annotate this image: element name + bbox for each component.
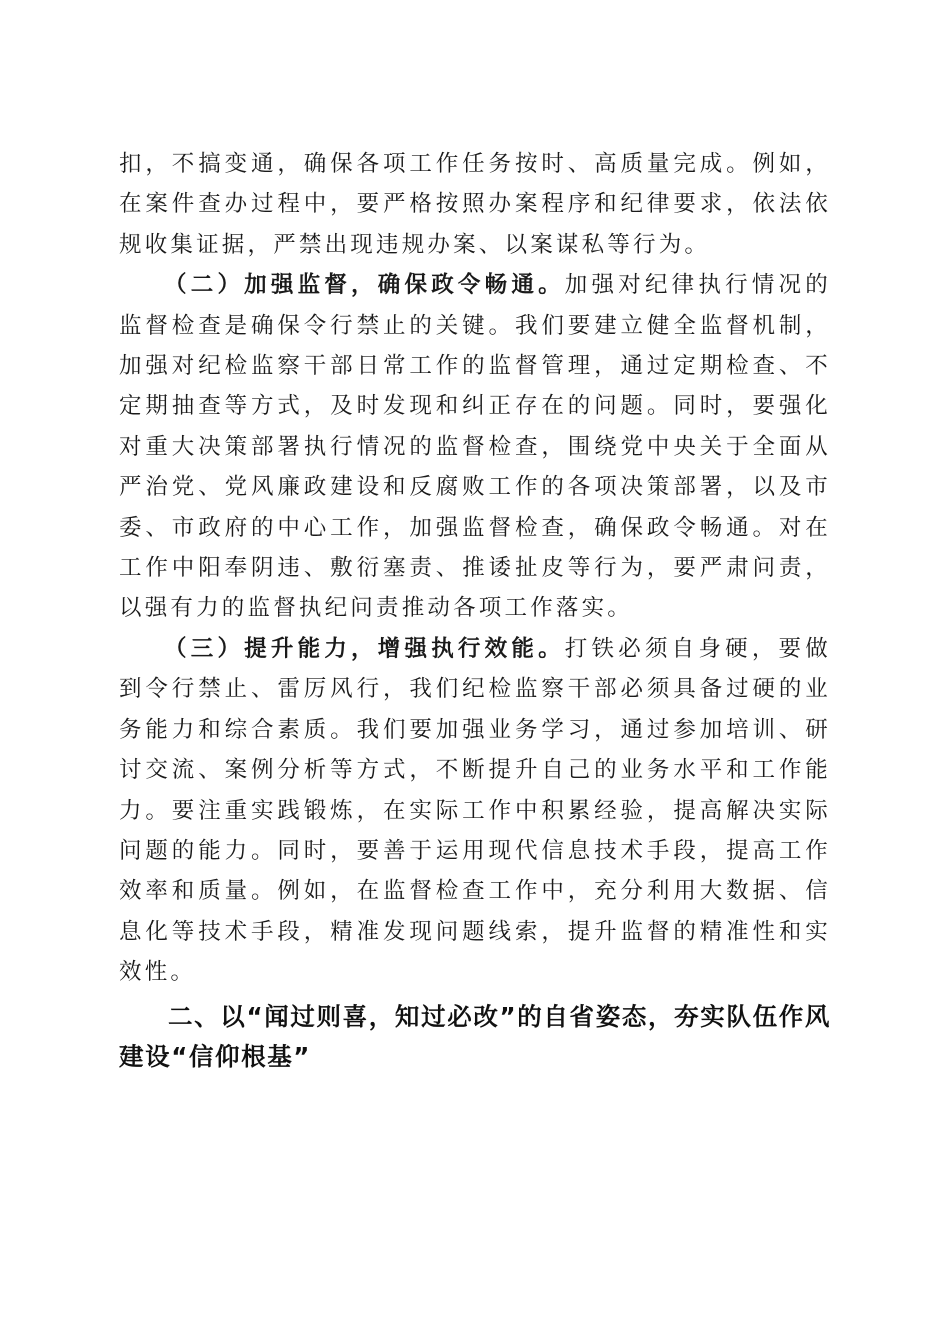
paragraph-text: 扣，不搞变通，确保各项工作任务按时、高质量完成。例如，在案件查办过程中，要严格按照办案程序和纪律要求，依法依规收集证据，严禁出现违规办案、以案谋私等行为。	[119, 151, 831, 258]
paragraph-lead-heading: （三）提升能力，增强执行效能。	[164, 635, 565, 662]
paragraph-continuation	[119, 144, 831, 265]
paragraph-text: 加强对纪律执行情况的监督检查是确保令行禁止的关键。我们要建立健全监督机制，加强对纪检监察干部日常工作的监督管理，通过定期检查、不定期抽查等方式，及时发现和纠正存在的问题。同时，要强化对重大决策部署执行情况的监督检查，围绕党中央关于全面从严治党、党风廉政建设和反腐败工作的各项决策部署，以及市委、市政府的中心工作，加强监督检查，确保政令畅通。对在工作中阳奉阴违、敷衍塞责、推诿扯皮等行为，要严肃问责，以强有力的监督执纪问责推动各项工作落实。	[119, 272, 831, 622]
paragraph-text: 打铁必须自身硬，要做到令行禁止、雷厉风行，我们纪检监察干部必须具备过硬的业务能力和综合素质。我们要加强业务学习，通过参加培训、研讨交流、案例分析等方式，不断提升自己的业务水平和工作能力。要注重实践锻炼，在实际工作中积累经验，提高解决实际问题的能力。同时，要善于运用现代信息技术手段，提高工作效率和质量。例如，在监督检查工作中，充分利用大数据、信息化等技术手段，精准发现问题线索，提升监督的精准性和实效性。	[119, 635, 831, 986]
document-body	[119, 144, 831, 1077]
paragraph-strengthen-supervision	[119, 265, 831, 629]
paragraph-improve-ability	[119, 629, 831, 993]
section-heading: 二、以“闻过则喜，知过必改”的自省姿态，夯实队伍作风建设“信仰根基”	[119, 1001, 831, 1071]
paragraph-lead-heading: （二）加强监督，确保政令畅通。	[164, 272, 565, 299]
